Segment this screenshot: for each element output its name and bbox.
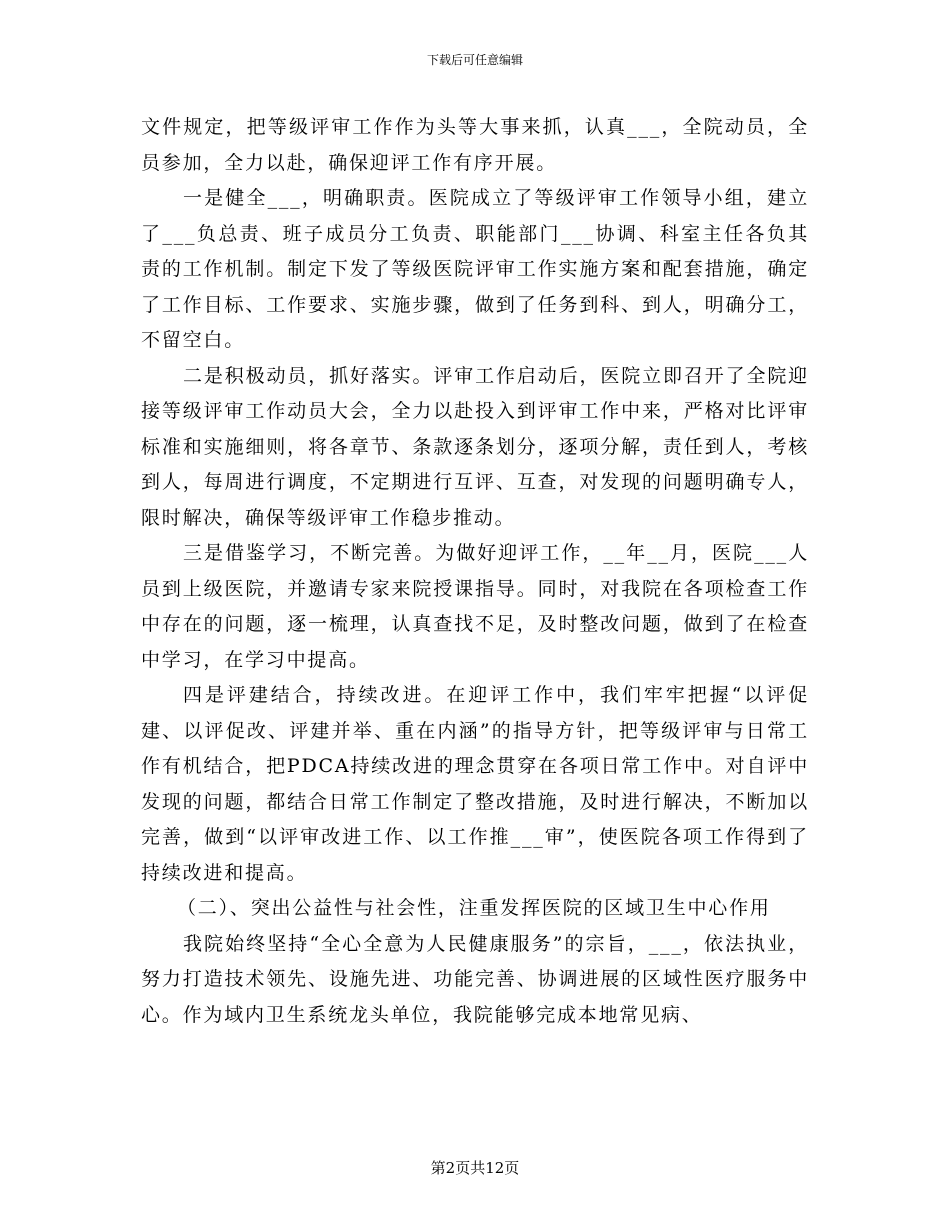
paragraph-5: 四是评建结合，持续改进。在迎评工作中，我们牢牢把握“以评促建、以评促改、评建并举、重在内涵”的指导方针，把等级评审与日常工作有机结合，把PDCA持续改进的理念贯穿在各项日常工作中。对自评中发现的问题，都结合日常工作制定了整改措施，及时进行解决，不断加以完善，做到“以评审改进工作、以工作推___审”，使医院各项工作得到了持续改进和提高。 bbox=[141, 684, 809, 884]
paragraph-2: 一是健全___，明确职责。医院成立了等级评审工作领导小组，建立了___负总责、班子成员分工负责、职能部门___协调、科室主任各负其责的工作机制。制定下发了等级医院评审工作实施方案和配套措施，确定了工作目标、工作要求、实施步骤，做到了任务到科、到人，明确分工，不留空白。 bbox=[141, 187, 809, 351]
paragraph-1: 文件规定，把等级评审工作作为头等大事来抓，认真___，全院动员，全员参加，全力以赴，确保迎评工作有序开展。 bbox=[141, 116, 809, 174]
document-body bbox=[141, 110, 809, 1033]
paragraph-4: 三是借鉴学习，不断完善。为做好迎评工作，__年__月，医院___人员到上级医院，并邀请专家来院授课指导。同时，对我院在各项检查工作中存在的问题，逐一梳理，认真查找不足，及时整改问题，做到了在检查中学习，在学习中提高。 bbox=[141, 542, 809, 671]
page-footer: 第2页共12页 bbox=[430, 1159, 520, 1177]
paragraph-6: 我院始终坚持“全心全意为人民健康服务”的宗旨，___，依法执业，努力打造技术领先、设施先进、功能完善、协调进展的区域性医疗服务中心。作为域内卫生系统龙头单位，我院能够完成本地常见病、 bbox=[141, 932, 809, 1026]
section-heading: （二）、突出公益性与社会性，注重发挥医院的区域卫生中心作用 bbox=[177, 897, 771, 919]
paragraph-3: 二是积极动员，抓好落实。评审工作启动后，医院立即召开了全院迎接等级评审工作动员大会，全力以赴投入到评审工作中来，严格对比评审标准和实施细则，将各章节、条款逐条划分，逐项分解，责任到人，考核到人，每周进行调度，不定期进行互评、互查，对发现的问题明确专人，限时解决，确保等级评审工作稳步推动。 bbox=[141, 364, 809, 529]
page-header: 下载后可任意编辑 bbox=[426, 53, 523, 67]
